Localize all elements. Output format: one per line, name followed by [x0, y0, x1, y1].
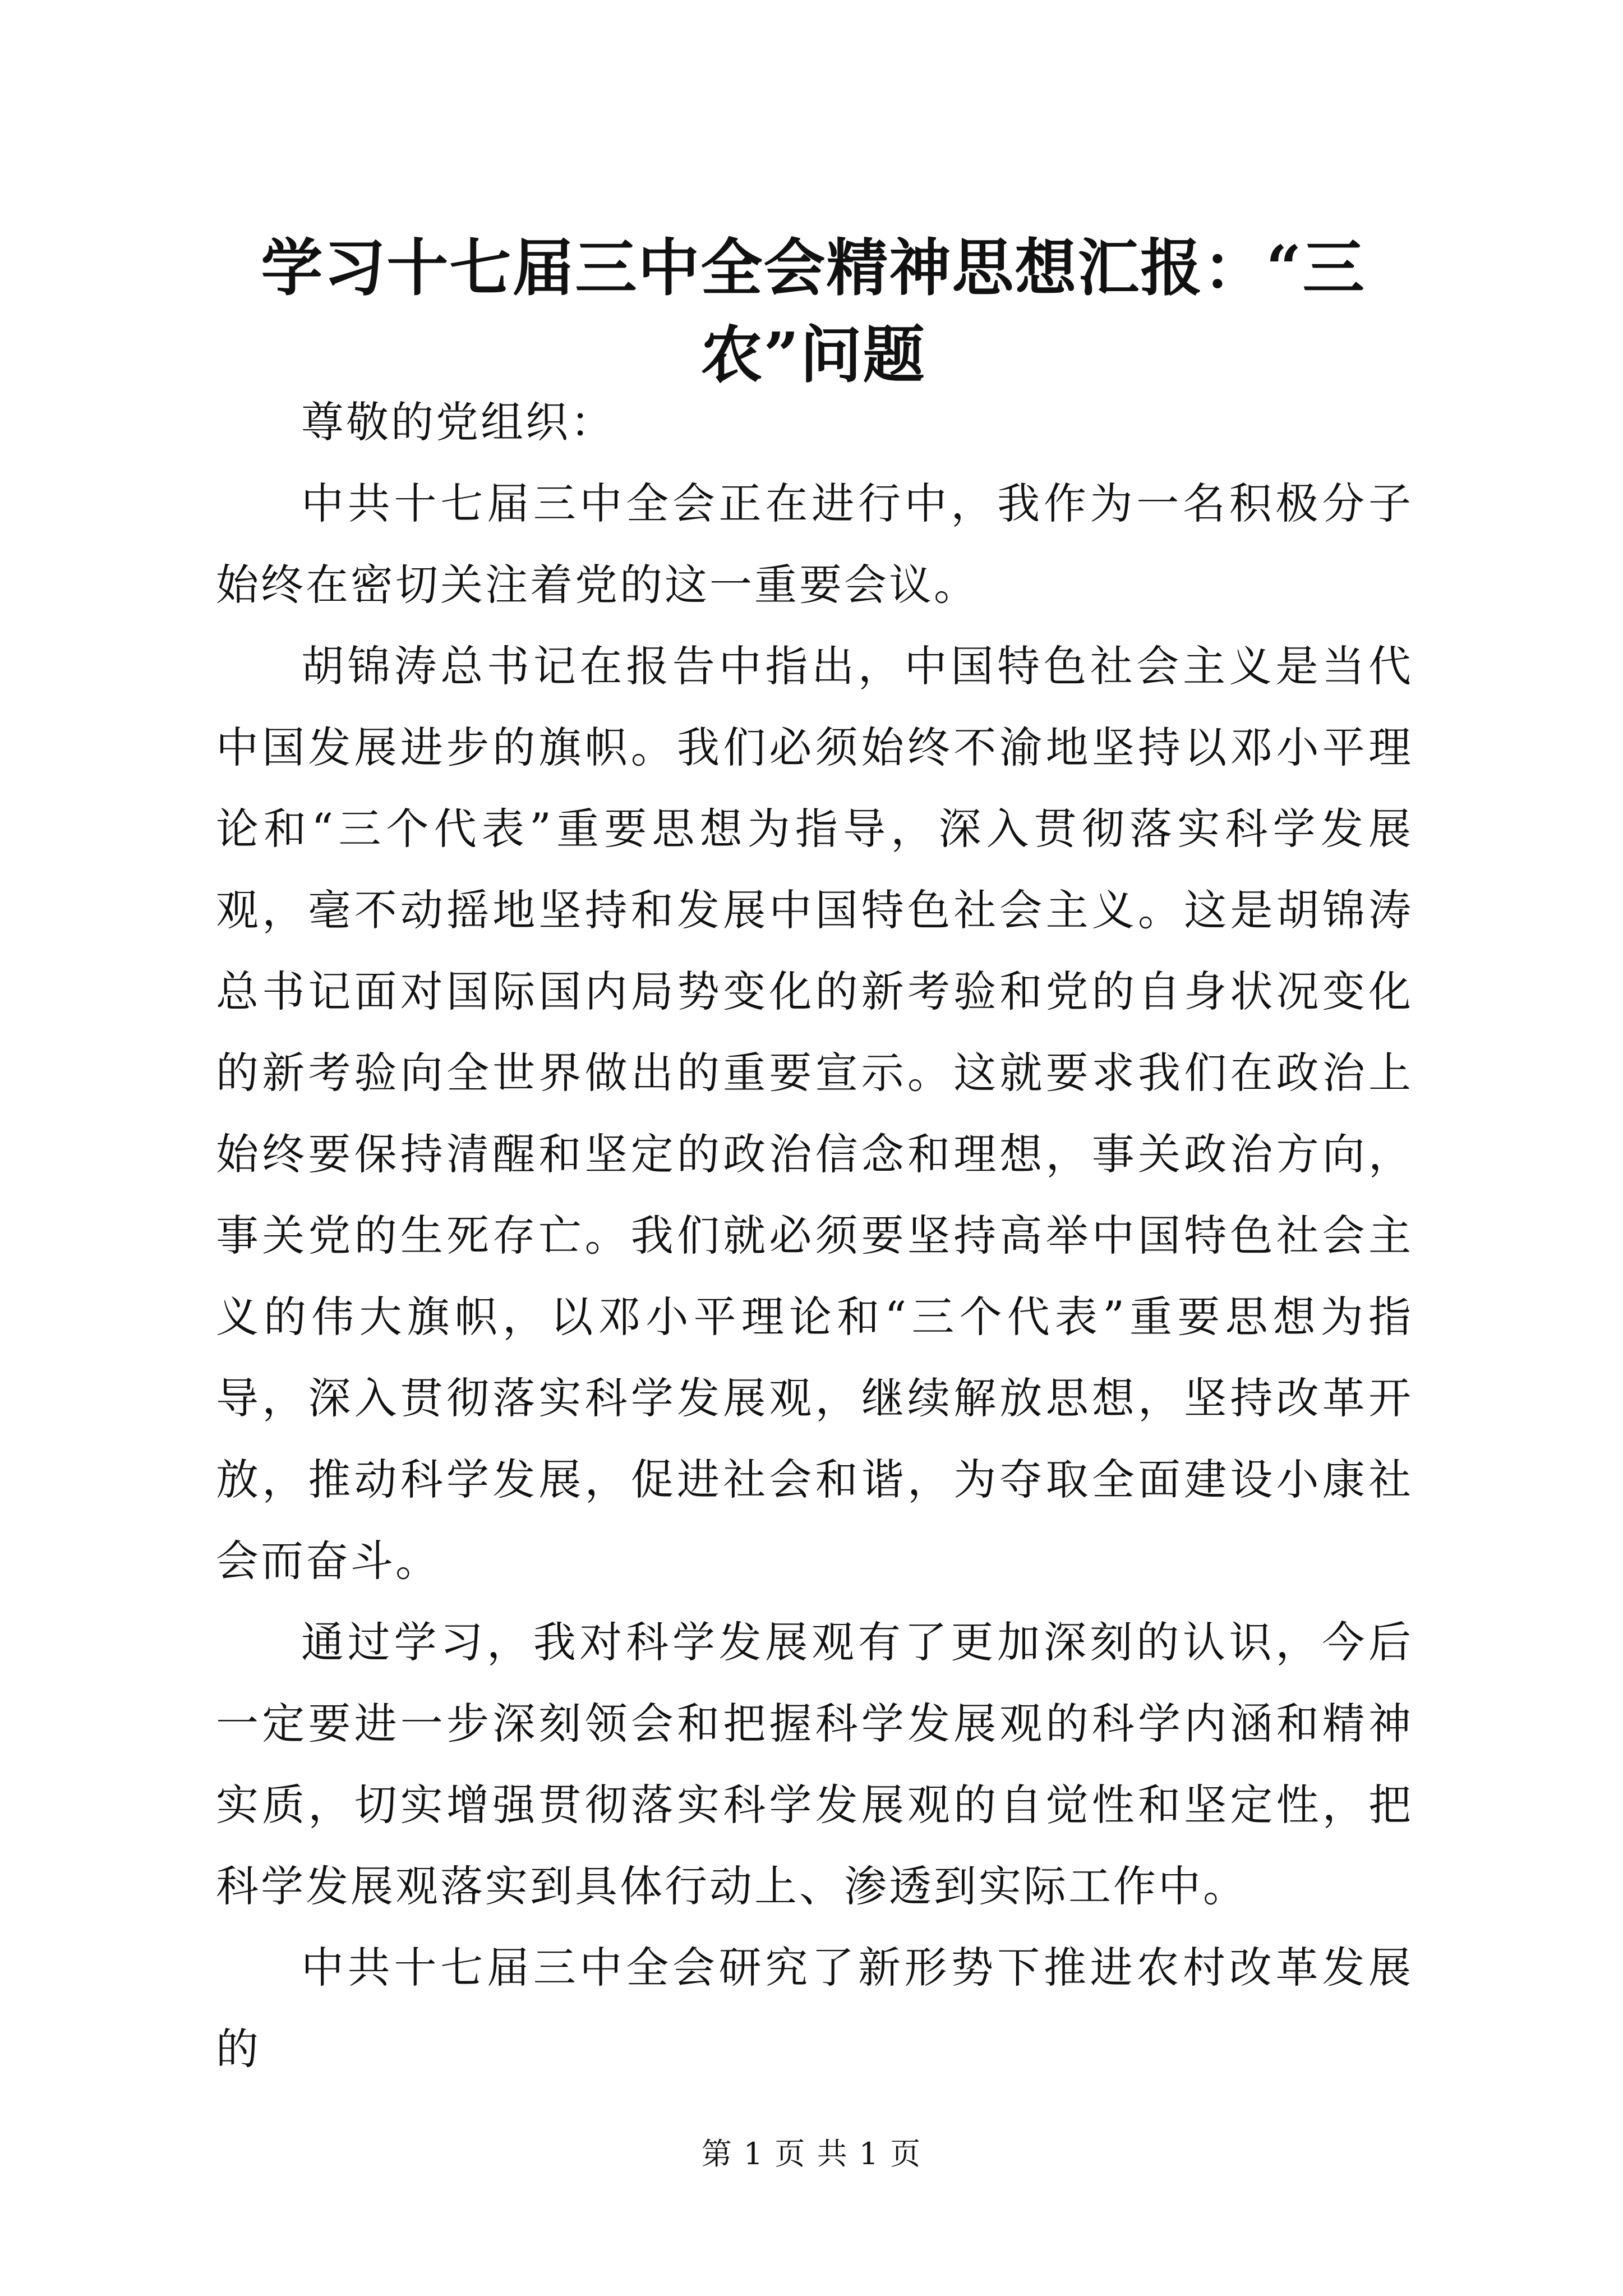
page-footer: 第 1 页 共 1 页	[701, 2136, 922, 2171]
document-body	[216, 381, 1413, 2090]
paragraph-2: 胡锦涛总书记在报告中指出，中国特色社会主义是当代中国发展进步的旗帜。我们必须始终不渝地坚持以邓小平理论和“三个代表”重要思想为指导，深入贯彻落实科学发展观，毫不动摇地坚持和发展中国特色社会主义。这是胡锦涛总书记面对国际国内局势变化的新考验和党的自身状况变化的新考验向全世界做出的重要宣示。这就要求我们在政治上始终要保持清醒和坚定的政治信念和理想，事关政治方向，事关党的生死存亡。我们就必须要坚持高举中国特色社会主义的伟大旗帜，以邓小平理论和“三个代表”重要思想为指导，深入贯彻落实科学发展观，继续解放思想，坚持改革开放，推动科学发展，促进社会和谐，为夺取全面建设小康社会而奋斗。	[216, 641, 1413, 1586]
paragraph-3: 通过学习，我对科学发展观有了更加深刻的认识，今后一定要进一步深刻领会和把握科学发展观的科学内涵和精神实质，切实增强贯彻落实科学发展观的自觉性和坚定性，把科学发展观落实到具体行动上、渗透到实际工作中。	[216, 1617, 1413, 1911]
salutation: 尊敬的党组织：	[301, 397, 615, 447]
paragraph-1: 中共十七届三中全会正在进行中，我作为一名积极分子始终在密切关注着党的这一重要会议。	[216, 478, 1413, 610]
document-title: 学习十七届三中全会精神思想汇报：“三农”问题	[261, 232, 1366, 391]
paragraph-4: 中共十七届三中全会研究了新形势下推进农村改革发展的	[216, 1943, 1413, 2074]
